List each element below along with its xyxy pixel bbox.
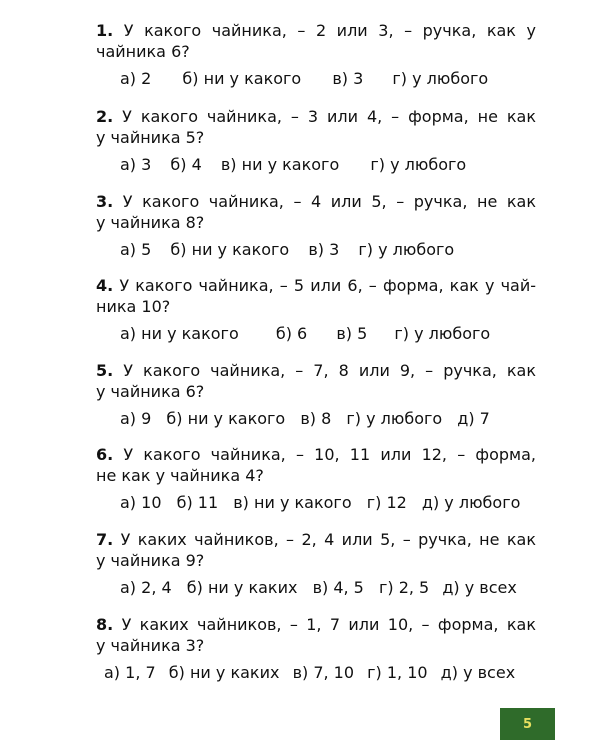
- option-d: г) 12: [366, 493, 407, 512]
- option-b: б) 6: [275, 324, 308, 343]
- option-c: в) ни у какого: [220, 155, 340, 174]
- option-d: г) у любого: [394, 324, 491, 343]
- question-1-text: У какого чайника, – 2 или 3, – ручка, как у: [123, 21, 536, 40]
- question-8-line-2: у чайника 3?: [96, 636, 205, 655]
- option-d: г) у любого: [370, 155, 467, 174]
- question-8-line-1: [96, 614, 536, 635]
- question-3-options: [96, 239, 536, 260]
- question-3-number: 3.: [96, 192, 114, 211]
- question-5-line-2: у чайника 6?: [96, 382, 205, 401]
- question-3-text: У какого чайника, – 4 или 5, – ручка, не как: [122, 192, 536, 211]
- question-3-line-2: у чайника 8?: [96, 213, 205, 232]
- option-c: в) 4, 5: [312, 578, 364, 597]
- question-5: [96, 360, 536, 429]
- option-c: в) 3: [308, 240, 340, 259]
- question-7-line-1: [96, 529, 536, 550]
- option-b: б) ни у какого: [170, 240, 290, 259]
- question-3-line-1: [96, 191, 536, 212]
- question-1-line-1: [96, 20, 536, 41]
- option-c: в) 3: [332, 69, 364, 88]
- question-8-text: У каких чайников, – 1, 7 или 10, – форма, как: [121, 615, 536, 634]
- option-e: д) 7: [457, 409, 490, 428]
- option-a: а) 1, 7: [104, 663, 156, 682]
- question-8-number: 8.: [96, 615, 114, 634]
- question-4-line-1: [96, 275, 536, 296]
- option-d: г) у любого: [392, 69, 489, 88]
- question-4-text: У какого чайника, – 5 или 6, – форма, как у чай-: [119, 276, 537, 295]
- option-a: а) 2: [120, 69, 152, 88]
- option-d: г) у любого: [358, 240, 455, 259]
- option-b: б) ни у каких: [186, 578, 298, 597]
- question-5-options: [96, 408, 536, 429]
- option-a: а) ни у какого: [120, 324, 239, 343]
- question-4: [96, 275, 536, 344]
- option-a: а) 3: [120, 155, 152, 174]
- option-a: а) 9: [120, 409, 152, 428]
- option-a: а) 5: [120, 240, 152, 259]
- question-1-line-2: чайника 6?: [96, 42, 190, 61]
- question-5-text: У какого чайника, – 7, 8 или 9, – ручка, как: [123, 361, 536, 380]
- option-b: б) ни у какого: [182, 69, 302, 88]
- question-1-options: [96, 68, 536, 89]
- question-8-options: [96, 662, 536, 683]
- question-5-line-1: [96, 360, 536, 381]
- option-d: г) 2, 5: [378, 578, 430, 597]
- option-a: а) 2, 4: [120, 578, 172, 597]
- option-b: б) ни у какого: [166, 409, 286, 428]
- option-d: г) у любого: [346, 409, 443, 428]
- question-5-number: 5.: [96, 361, 114, 380]
- question-4-options: [96, 323, 536, 344]
- option-b: б) ни у каких: [168, 663, 280, 682]
- option-e: д) у всех: [442, 578, 517, 597]
- option-b: б) 4: [170, 155, 202, 174]
- option-c: в) 8: [300, 409, 332, 428]
- question-6-number: 6.: [96, 445, 114, 464]
- question-7-number: 7.: [96, 530, 114, 549]
- question-7-text: У каких чайников, – 2, 4 или 5, – ручка, не как: [120, 530, 537, 549]
- question-6-text: У какого чайника, – 10, 11 или 12, – форма,: [123, 445, 536, 464]
- option-c: в) 5: [336, 324, 368, 343]
- question-2: [96, 106, 536, 175]
- option-c: в) 7, 10: [292, 663, 355, 682]
- question-8: [96, 614, 536, 683]
- question-2-line-2: у чайника 5?: [96, 128, 205, 147]
- question-1: [96, 20, 536, 89]
- question-2-text: У какого чайника, – 3 или 4, – форма, не как: [122, 107, 536, 126]
- option-c: в) ни у какого: [233, 493, 352, 512]
- question-2-line-1: [96, 106, 536, 127]
- option-d: г) 1, 10: [367, 663, 428, 682]
- question-7-options: [96, 577, 536, 598]
- question-7: [96, 529, 536, 598]
- question-4-line-2: ника 10?: [96, 297, 171, 316]
- question-6-line-1: [96, 444, 536, 465]
- option-e: д) у любого: [421, 493, 521, 512]
- question-4-number: 4.: [96, 276, 114, 295]
- option-e: д) у всех: [440, 663, 516, 682]
- question-6-options: [96, 492, 536, 513]
- question-1-number: 1.: [96, 21, 114, 40]
- question-2-number: 2.: [96, 107, 114, 126]
- question-2-options: [96, 154, 536, 175]
- question-7-line-2: у чайника 9?: [96, 551, 205, 570]
- question-6-line-2: не как у чайника 4?: [96, 466, 264, 485]
- question-3: [96, 191, 536, 260]
- option-a: а) 10: [120, 493, 162, 512]
- question-6: [96, 444, 536, 513]
- option-b: б) 11: [176, 493, 219, 512]
- page-number-badge: 5: [500, 708, 555, 740]
